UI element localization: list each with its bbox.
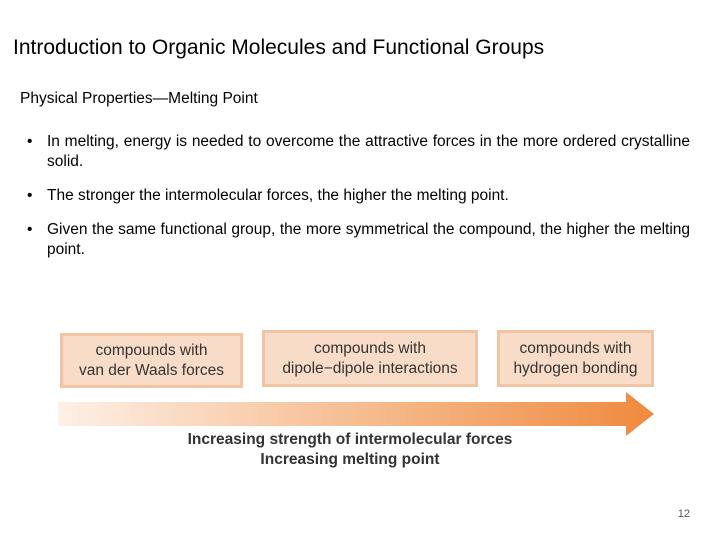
slide-title: Introduction to Organic Molecules and Functional Groups bbox=[13, 36, 545, 59]
vdw-forces-box bbox=[60, 333, 243, 388]
bullet-dot-icon: • bbox=[27, 133, 33, 150]
box-line-1: compounds with bbox=[95, 341, 208, 359]
box-line-2: dipole−dipole interactions bbox=[282, 359, 458, 377]
bullet-item bbox=[24, 220, 690, 260]
bullet-list bbox=[24, 132, 690, 274]
arrow-caption-strength: Increasing strength of intermolecular forces bbox=[187, 431, 513, 448]
bullet-dot-icon: • bbox=[27, 187, 33, 204]
bullet-text: Given the same functional group, the more symmetrical the compound, the higher the melting point. bbox=[47, 221, 690, 258]
box-line-2: hydrogen bonding bbox=[513, 359, 638, 377]
page-number: 12 bbox=[677, 508, 690, 520]
dipole-dipole-box bbox=[262, 330, 478, 387]
bullet-item bbox=[24, 132, 690, 172]
section-subtitle: Physical Properties—Melting Point bbox=[20, 90, 258, 107]
box-line-2: van der Waals forces bbox=[78, 361, 224, 379]
bullet-text: The stronger the intermolecular forces, the higher the melting point. bbox=[47, 187, 509, 204]
hydrogen-bonding-box bbox=[497, 330, 654, 387]
bullet-dot-icon: • bbox=[27, 221, 33, 238]
box-line-1: compounds with bbox=[519, 339, 632, 357]
box-line-1: compounds with bbox=[313, 339, 426, 357]
arrow-shape bbox=[58, 392, 654, 436]
bullet-item bbox=[24, 186, 690, 206]
arrow-caption-melting-point: Increasing melting point bbox=[260, 451, 440, 468]
bullet-text: In melting, energy is needed to overcome the attractive forces in the more ordered crystalline solid. bbox=[47, 133, 690, 170]
